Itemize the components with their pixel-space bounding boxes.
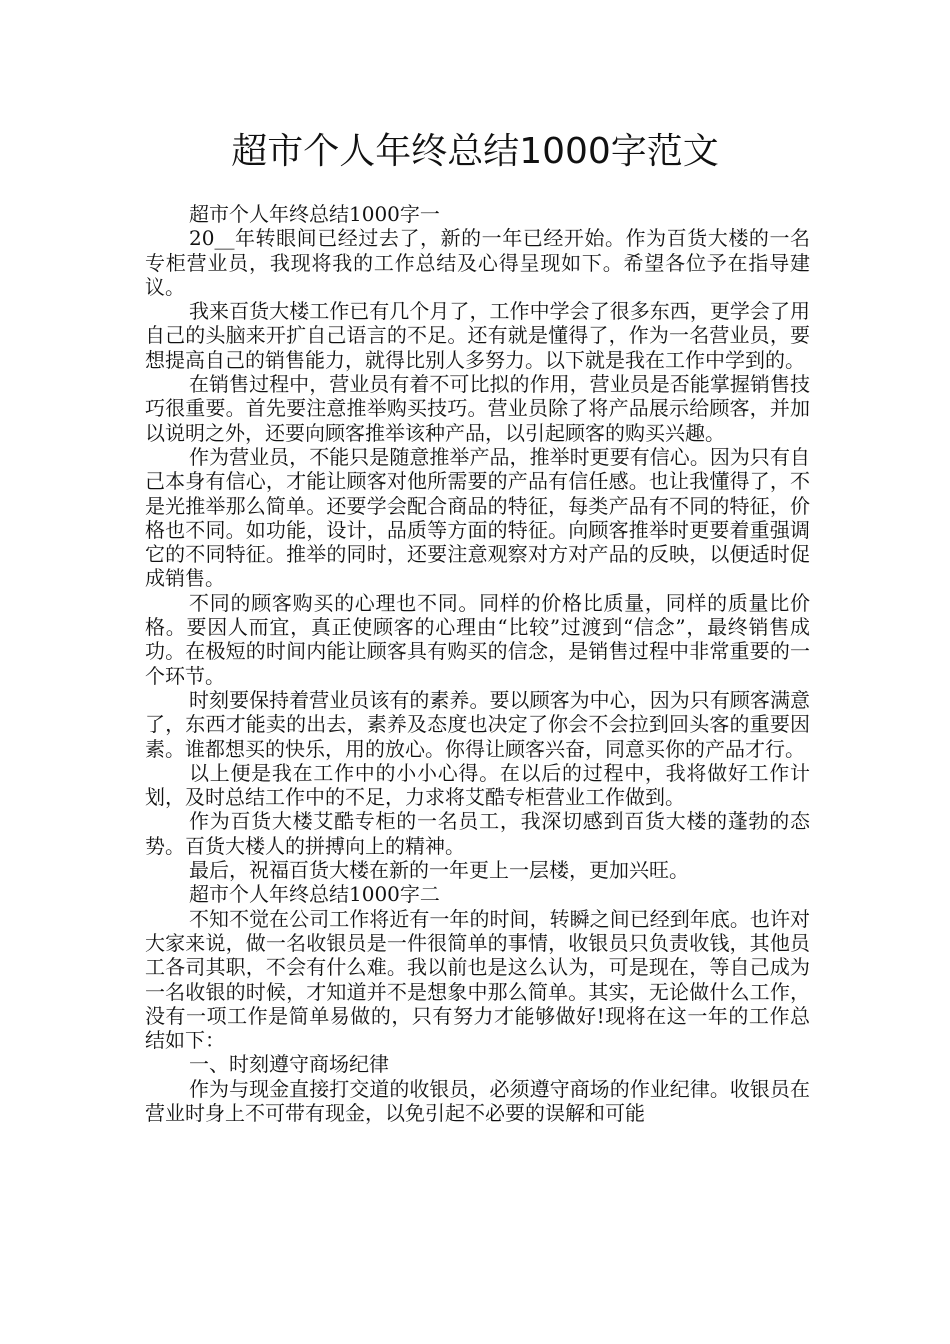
document-body (145, 202, 810, 1125)
body-paragraph: 作为与现金直接打交道的收银员，必须遵守商场的作业纪律。收银员在营业时身上不可带有现金，以免引起不必要的误解和可能 (145, 1076, 810, 1125)
body-paragraph: 不知不觉在公司工作将近有一年的时间，转瞬之间已经到年底。也许对大家来说，做一名收银员是一件很简单的事情，收银员只负责收钱，其他员工各司其职，不会有什么难。我以前也是这么认为，可是现在，等自己成为一名收银的时候，才知道并不是想象中那么简单。其实，无论做什么工作，没有一项工作是简单易做的，只有努力才能够做好!现将在这一年的工作总结如下： (145, 906, 810, 1053)
section-heading-2: 超市个人年终总结1000字二 (189, 882, 440, 907)
document-title: 超市个人年终总结1000字范文 (231, 131, 719, 172)
body-paragraph: 最后，祝福百货大楼在新的一年更上一层楼，更加兴旺。 (189, 858, 689, 883)
body-paragraph: 作为百货大楼艾酷专柜的一名员工，我深切感到百货大楼的蓬勃的态势。百货大楼人的拼搏向上的精神。 (145, 809, 810, 858)
body-paragraph: 在销售过程中，营业员有着不可比拟的作用，营业员是否能掌握销售技巧很重要。首先要注意推举购买技巧。营业员除了将产品展示给顾客，并加以说明之外，还要向顾客推举该种产品，以引起顾客的购买兴趣。 (145, 372, 810, 445)
body-paragraph: 我来百货大楼工作已有几个月了，工作中学会了很多东西，更学会了用自己的头脑来开扩自己语言的不足。还有就是懂得了，作为一名营业员，要想提高自己的销售能力，就得比别人多努力。以下就是我在工作中学到的。 (145, 299, 810, 372)
body-paragraph: 时刻要保持着营业员该有的素养。要以顾客为中心，因为只有顾客满意了，东西才能卖的出去，素养及态度也决定了你会不会拉到回头客的重要因素。谁都想买的快乐，用的放心。你得让顾客兴奋，同意买你的产品才行。 (145, 687, 810, 761)
body-paragraph: 20__年转眼间已经过去了，新的一年已经开始。作为百货大楼的一名专柜营业员，我现将我的工作总结及心得呈现如下。希望各位予在指导建议。 (145, 226, 810, 299)
body-paragraph: 作为营业员，不能只是随意推举产品，推举时更要有信心。因为只有自己本身有信心，才能让顾客对他所需要的产品有信任感。也让我懂得了，不是光推举那么简单。还要学会配合商品的特征，每类产品有不同的特征，价格也不同。如功能，设计，品质等方面的特征。向顾客推举时更要着重强调它的不同特征。推举的同时，还要注意观察对方对产品的反映，以便适时促成销售。 (145, 444, 810, 591)
body-paragraph: 以上便是我在工作中的小小心得。在以后的过程中，我将做好工作计划，及时总结工作中的不足，力求将艾酷专柜营业工作做到。 (145, 760, 810, 810)
section-heading-1: 超市个人年终总结1000字一 (189, 202, 440, 226)
subsection-heading: 一、时刻遵守商场纪律 (189, 1052, 389, 1077)
body-paragraph: 不同的顾客购买的心理也不同。同样的价格比质量，同样的质量比价格。要因人而宜，真正使顾客的心理由“比较”过渡到“信念”，最终销售成功。在极短的时间内能让顾客具有购买的信念，是销售过程中非常重要的一个环节。 (145, 590, 810, 688)
